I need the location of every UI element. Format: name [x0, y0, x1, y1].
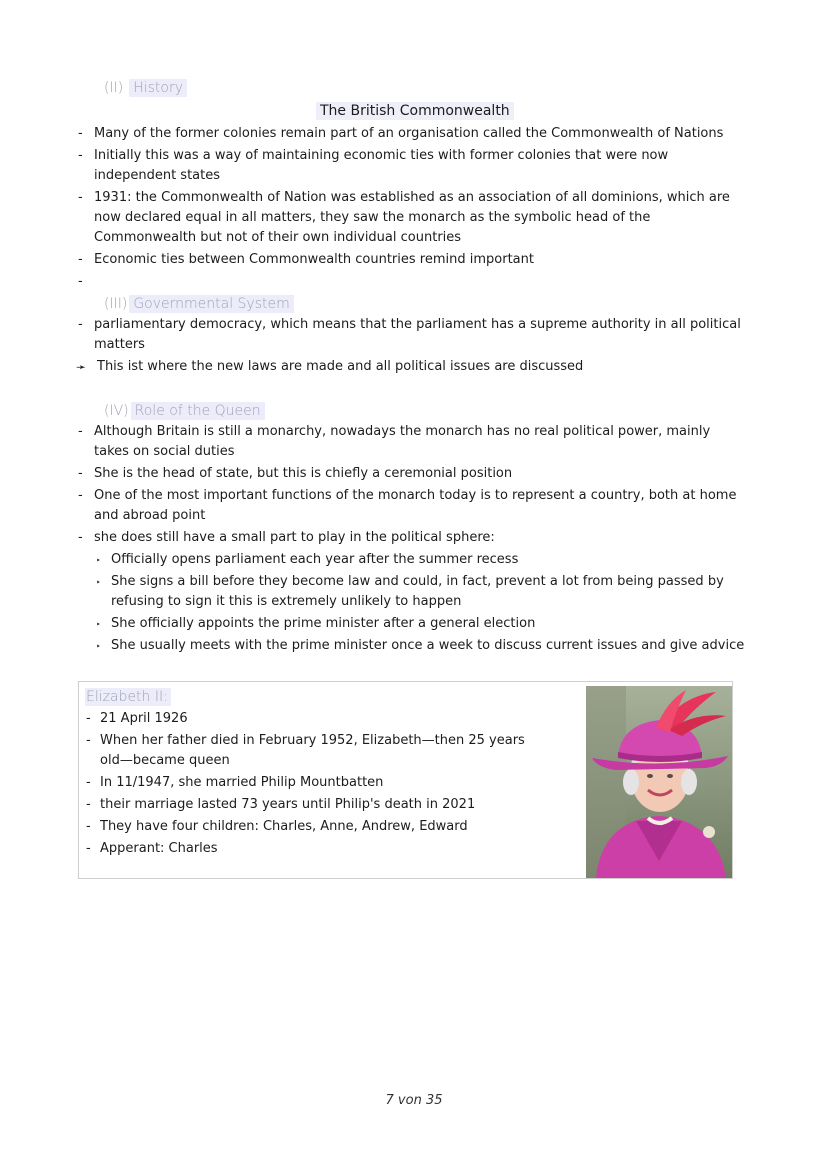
list-item	[76, 188, 748, 248]
dash-marker: -	[78, 190, 83, 205]
commonwealth-title: The British Commonwealth	[316, 102, 514, 120]
dash-marker: -	[86, 775, 91, 790]
section-heading-queen	[104, 403, 265, 419]
queen-portrait-image	[586, 686, 732, 878]
list-item	[76, 486, 748, 526]
dash-marker: -	[78, 274, 83, 289]
triangle-bullet-icon: ‣	[96, 642, 101, 651]
section-number: (IV)	[104, 403, 129, 419]
list-item-text: In 11/1947, she married Philip Mountbatten	[100, 775, 384, 790]
section-heading-government	[104, 296, 294, 312]
queen-list	[76, 422, 748, 658]
list-item-text: This ist where the new laws are made and all political issues are discussed	[97, 359, 584, 374]
dash-marker: -	[78, 488, 83, 503]
dash-marker: -	[86, 711, 91, 726]
government-list	[76, 315, 748, 379]
section-title: History	[129, 79, 187, 97]
triangle-bullet-icon: ‣	[96, 556, 101, 565]
triangle-bullet-icon: ‣	[96, 578, 101, 587]
box-title: Elizabeth II:	[85, 688, 171, 706]
elizabeth-info-box	[78, 681, 733, 879]
dash-marker: -	[78, 148, 83, 163]
list-item-text: 21 April 1926	[100, 711, 188, 726]
list-item-text: She officially appoints the prime minister after a general election	[111, 616, 536, 631]
list-item	[76, 422, 748, 462]
list-item-text: their marriage lasted 73 years until Philip's death in 2021	[100, 797, 476, 812]
arrow-list-item	[76, 357, 748, 377]
list-item	[85, 731, 545, 771]
dash-marker: -	[78, 126, 83, 141]
list-item	[76, 124, 748, 144]
queen-sublist	[94, 550, 748, 656]
sub-list-item	[94, 550, 748, 570]
dash-marker: -	[78, 530, 83, 545]
list-item-text: Many of the former colonies remain part of an organisation called the Commonwealth of Nations	[94, 126, 724, 141]
page-number: 7 von 35	[385, 1093, 443, 1108]
list-item-text: Initially this was a way of maintaining economic ties with former colonies that were now independent states	[94, 148, 669, 183]
sub-list-item	[94, 614, 748, 634]
dash-marker: -	[86, 797, 91, 812]
list-item	[85, 773, 545, 793]
list-item	[76, 528, 748, 656]
list-item-text: she does still have a small part to play in the political sphere:	[94, 530, 495, 545]
triangle-bullet-icon: ‣	[96, 620, 101, 629]
dash-marker: -	[86, 733, 91, 748]
history-list	[76, 124, 748, 289]
list-item-text: Economic ties between Commonwealth countries remind important	[94, 252, 534, 267]
list-item	[76, 250, 748, 270]
list-item-text: Apperant: Charles	[100, 841, 218, 856]
sub-list-item	[94, 572, 748, 612]
section-title: Governmental System	[129, 295, 293, 313]
list-item-text: parliamentary democracy, which means that the parliament has a supreme authority in all political matters	[94, 317, 741, 352]
sub-list-item	[94, 636, 748, 656]
list-item-text: One of the most important functions of the monarch today is to represent a country, both at home and abroad point	[94, 488, 737, 523]
section-number: (II)	[104, 80, 124, 96]
dash-marker: -	[78, 466, 83, 481]
elizabeth-list	[85, 709, 545, 861]
list-item-text: She usually meets with the prime minister once a week to discuss current issues and give advice	[111, 638, 745, 653]
list-item	[85, 709, 545, 729]
dash-marker: -	[78, 424, 83, 439]
list-item-text: She signs a bill before they become law and could, in fact, prevent a lot from being passed by refusing to sign it this is extremely unlikely to happen	[111, 574, 724, 609]
list-item	[76, 146, 748, 186]
list-item-text: 1931: the Commonwealth of Nation was established as an association of all dominions, which are now declared equal in all matters, they saw the monarch as the symbolic head of the Commonwealth but not of their own individual countries	[94, 190, 730, 245]
section-number: (III)	[104, 296, 128, 312]
list-item	[76, 315, 748, 355]
list-item-text: She is the head of state, but this is chiefly a ceremonial position	[94, 466, 513, 481]
list-item	[85, 839, 545, 859]
section-title: Role of the Queen	[131, 402, 265, 420]
dash-marker: -	[86, 841, 91, 856]
section-heading-history	[104, 80, 187, 96]
arrow-icon: ➛	[76, 360, 87, 374]
list-item	[76, 464, 748, 484]
list-item	[85, 795, 545, 815]
list-item-text: They have four children: Charles, Anne, Andrew, Edward	[100, 819, 468, 834]
list-item-text: Officially opens parliament each year after the summer recess	[111, 552, 519, 567]
list-item-text: Although Britain is still a monarchy, nowadays the monarch has no real political power, mainly takes on social duties	[94, 424, 711, 459]
dash-marker: -	[78, 252, 83, 267]
list-item-text: When her father died in February 1952, Elizabeth—then 25 years old—became queen	[100, 733, 525, 768]
dash-marker: -	[78, 317, 83, 332]
dash-marker: -	[86, 819, 91, 834]
queen-portrait-illustration	[586, 686, 732, 878]
list-item	[85, 817, 545, 837]
